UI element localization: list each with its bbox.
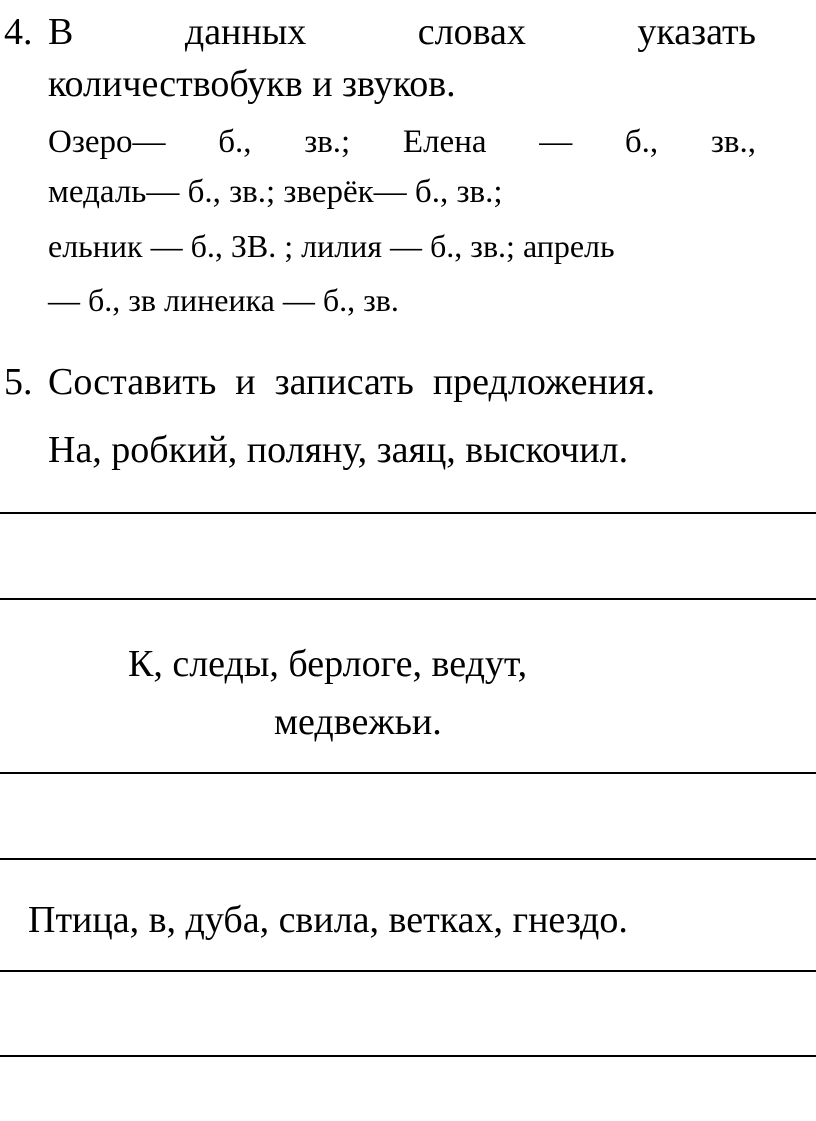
word-item: зв., xyxy=(710,124,756,160)
task4-title-line2: количествобукв и звуков. xyxy=(48,63,456,105)
task4-title-word: указать xyxy=(637,11,756,53)
task4-words-line4: — б., зв линеика — б., зв. xyxy=(48,282,399,318)
word-item: Елена xyxy=(402,124,487,160)
task4-words-line1 xyxy=(48,122,756,162)
word-item: — xyxy=(539,124,573,160)
answer-line xyxy=(0,772,816,774)
sentence-2-line1: К, следы, берлоге, ведут, xyxy=(128,643,528,685)
answer-line xyxy=(0,512,816,514)
word-item: Озеро— xyxy=(48,124,166,160)
answer-line xyxy=(0,970,816,972)
answer-line xyxy=(0,1055,816,1057)
word-item: зв.; xyxy=(304,124,351,160)
task4-title-word: словах xyxy=(417,11,526,53)
task4-title-word: данных xyxy=(184,11,307,53)
task4-number: 4. xyxy=(4,11,33,53)
word-item: б., xyxy=(218,124,252,160)
sentence-2-line2: медвежьи. xyxy=(274,701,442,743)
task4-words-line2: медаль— б., зв.; зверёк— б., зв.; xyxy=(48,174,503,210)
answer-line xyxy=(0,598,816,600)
sentence-1: На, робкий, поляну, заяц, выскочил. xyxy=(48,429,629,471)
task4-title-word: В xyxy=(48,11,74,53)
task4-title-line1 xyxy=(48,10,756,54)
task5-number: 5. xyxy=(4,361,33,403)
task5-title: Составить и записать предложения. xyxy=(48,361,656,403)
answer-line xyxy=(0,858,816,860)
sentence-3: Птица, в, дуба, свила, ветках, гнездо. xyxy=(28,899,628,941)
task4-words-line3: ельник — б., ЗВ. ; лилия — б., зв.; апрель xyxy=(48,228,615,264)
word-item: б., xyxy=(624,124,659,160)
